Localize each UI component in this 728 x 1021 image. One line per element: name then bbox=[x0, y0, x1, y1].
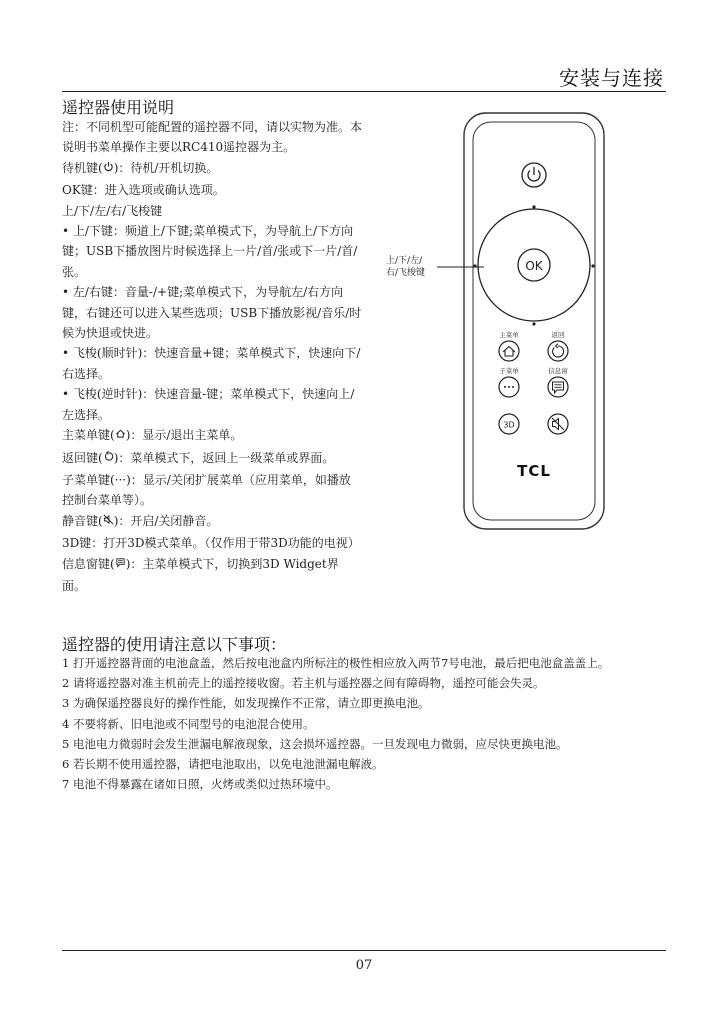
back-label: 返回 bbox=[551, 331, 565, 339]
info-window-icon bbox=[115, 556, 126, 576]
instruction-3d-key: 3D键：打开3D模式菜单。（仅作用于带3D功能的电视） bbox=[62, 536, 360, 551]
note-item: 2 请将遥控器对准主机前壳上的遥控接收窗。若主机与遥控器之间有障碍物，遥控可能会失灵。 bbox=[62, 676, 545, 691]
page-number: 07 bbox=[355, 958, 373, 973]
instruction-mute-key: 静音键( )：开启/关闭静音。 bbox=[62, 511, 362, 533]
instruction-info-window-key: 信息窗键( )：主菜单模式下，切换到3D Widget界面。 bbox=[62, 556, 339, 593]
home-icon bbox=[115, 427, 126, 447]
remote-home-button bbox=[499, 341, 519, 361]
note-item: 3 为确保遥控器良好的操作性能，如发现操作不正常，请立即更换电池。 bbox=[62, 696, 430, 711]
footer-divider bbox=[62, 950, 666, 951]
instruction-submenu-key: 子菜单键(···)：显示/关闭扩展菜单（应用菜单，如播放控制台菜单等）。 bbox=[62, 472, 351, 508]
section-header-title: 安装与连接 bbox=[559, 66, 664, 90]
instruction-power-key: 待机键( )：待机/开机切换。 bbox=[62, 158, 362, 180]
instruction-left-right: • 左/右键：音量-/+键;菜单模式下，为导航左/右方向键，右键还可以进入某些选项；USB下播放影视/音乐/时候为快退或快进。 bbox=[62, 285, 362, 341]
note-item: 6 若长期不使用遥控器，请把电池取出，以免电池泄漏电解液。 bbox=[62, 757, 384, 772]
header-divider bbox=[62, 91, 666, 92]
brand-logo: TCL bbox=[517, 462, 551, 480]
main-menu-label: 主菜单 bbox=[499, 331, 519, 339]
remote-notes-title: 遥控器的使用请注意以下事项： bbox=[62, 635, 287, 654]
instruction-up-down: • 上/下键：频道上/下键;菜单模式下，为导航上/下方向键；USB下播放图片时候选择上一片/首/张或下一片/首/张。 bbox=[62, 224, 358, 279]
back-icon bbox=[103, 450, 114, 470]
remote-control-illustration bbox=[382, 110, 612, 530]
instruction-shuttle-cw: • 飞梭(顺时针)：快速音量+键；菜单模式下，快速向下/右选择。 bbox=[62, 346, 361, 381]
instruction-ok-key: OK键：进入选项或确认选项。 bbox=[62, 183, 225, 198]
callout-label-line-2: 右/飞梭键 bbox=[386, 268, 426, 278]
navigation-ring-marker bbox=[532, 205, 535, 208]
remote-instructions-title: 遥控器使用说明 bbox=[62, 98, 175, 117]
navigation-ring-marker bbox=[532, 322, 535, 325]
remote-submenu-icon bbox=[504, 386, 514, 388]
instruction-note: 注：不同机型可能配置的遥控器不同，请以实物为准。本说明书菜单操作主要以RC410遥控器为主。 bbox=[62, 120, 363, 155]
instruction-shuttle-ccw: • 飞梭(逆时针)：快速音量-键；菜单模式下，快速向上/左选择。 bbox=[62, 387, 355, 422]
remote-notes-list bbox=[62, 653, 672, 794]
power-icon bbox=[103, 160, 114, 180]
instruction-back-key: 返回键( )：菜单模式下，返回上一级菜单或界面。 bbox=[62, 448, 362, 470]
navigation-ring-marker bbox=[591, 264, 594, 267]
note-item: 5 电池电力微弱时会发生泄漏电解液现象，这会损坏遥控器。一旦发现电力微弱，应尽快更换电池。 bbox=[62, 736, 568, 751]
note-item: 1 打开遥控器背面的电池盒盖，然后按电池盒内所标注的极性相应放入两节7号电池，最后把电池盒盖盖上。 bbox=[62, 656, 610, 670]
callout-label-line-1: 上/下/左/ bbox=[386, 256, 423, 266]
mute-icon bbox=[103, 513, 114, 533]
ok-label: OK bbox=[525, 259, 543, 273]
note-item: 7 电池不得暴露在诸如日照，火烤或类似过热环境中。 bbox=[62, 777, 338, 792]
note-item: 4 不要将新、旧电池或不同型号的电池混合使用。 bbox=[62, 716, 315, 731]
remote-instructions bbox=[62, 117, 362, 596]
instruction-direction-heading: 上/下/左/右/飞梭键 bbox=[62, 203, 163, 218]
info-window-label: 信息窗 bbox=[548, 367, 568, 375]
remote-control-diagram bbox=[382, 110, 612, 530]
sub-menu-label: 子菜单 bbox=[499, 367, 519, 375]
three-d-label: 3D bbox=[503, 420, 515, 430]
instruction-home-key: 主菜单键( )：显示/退出主菜单。 bbox=[62, 425, 362, 447]
